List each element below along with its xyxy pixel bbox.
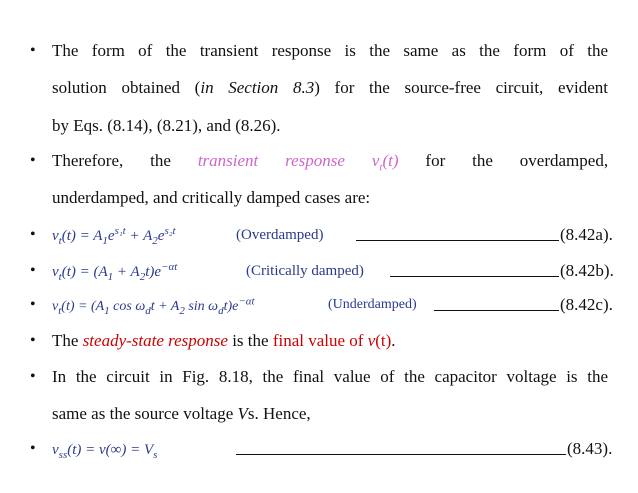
- leader-line: [390, 262, 559, 277]
- equation-expression: $v_t(t) = (A_1$ $\cos \omega_dt + A_2$ $\sin \omega_dt)e^{-\alpha t}$: [52, 295, 255, 317]
- text-fragment: solution obtained (: [52, 78, 201, 97]
- text-fragment: The: [52, 331, 83, 350]
- bullet-dot: •: [30, 332, 36, 349]
- leader-line: [236, 440, 566, 455]
- equation-number: (8.42c).: [560, 295, 613, 314]
- bullet-dot: •: [30, 262, 36, 279]
- bullet-dot: •: [30, 296, 36, 313]
- text-line: In the circuit in Fig. 8.18, the final value of the capacitor voltage is the: [52, 367, 608, 386]
- text-fragment: is the: [227, 331, 273, 350]
- word: overdamped,: [519, 151, 609, 170]
- equation-reference-text: by Eqs. (8.14), (8.21), and (8.26).: [52, 116, 281, 135]
- bullet-dot: •: [30, 226, 36, 243]
- steady-state-term: steady-state response: [82, 331, 228, 350]
- equation-number: (8.42a).: [560, 225, 613, 244]
- word: for: [425, 151, 446, 170]
- text-line: underdamped, and critically damped cases are:: [52, 188, 371, 207]
- case-label: (Overdamped): [236, 227, 324, 243]
- equation-expression: $v_{ss}(t) = v(\infty) = V_s$: [52, 442, 158, 461]
- text-fragment: .: [391, 331, 396, 350]
- equation-expression: $v_t(t) = A_1e^{s_1t} + A_2e^{s_2t}$: [52, 225, 176, 247]
- bullet-dot: •: [30, 440, 36, 457]
- case-label: (Underdamped): [328, 297, 417, 312]
- leader-line: [434, 296, 559, 311]
- bullet-dot: •: [30, 368, 36, 385]
- text-fragment: s. Hence,: [247, 404, 311, 423]
- leader-line: [356, 226, 559, 241]
- equation-number: (8.42b).: [560, 261, 614, 280]
- word: Therefore,: [52, 151, 124, 170]
- equation-expression: $v_t(t) = (A_1 + A_2t)e^{-\alpha t}$: [52, 261, 178, 283]
- section-reference: in Section 8.3: [200, 78, 315, 97]
- case-label: (Critically damped): [246, 263, 364, 279]
- text-fragment: ) for the source-free circuit, evident: [314, 78, 609, 97]
- word: the: [472, 151, 493, 170]
- text-line: The form of the transient response is the same as the form of the: [52, 41, 608, 60]
- bullet-dot: •: [30, 152, 36, 169]
- word: the: [150, 151, 171, 170]
- final-value-term: final value of v(t): [272, 331, 392, 350]
- bullet-dot: •: [30, 42, 36, 59]
- source-voltage-symbol: V: [237, 404, 248, 423]
- equation-number: (8.43).: [567, 439, 613, 458]
- transient-response-term: transient response $v_t(t)$: [197, 151, 399, 174]
- text-fragment: same as the source voltage: [52, 404, 238, 423]
